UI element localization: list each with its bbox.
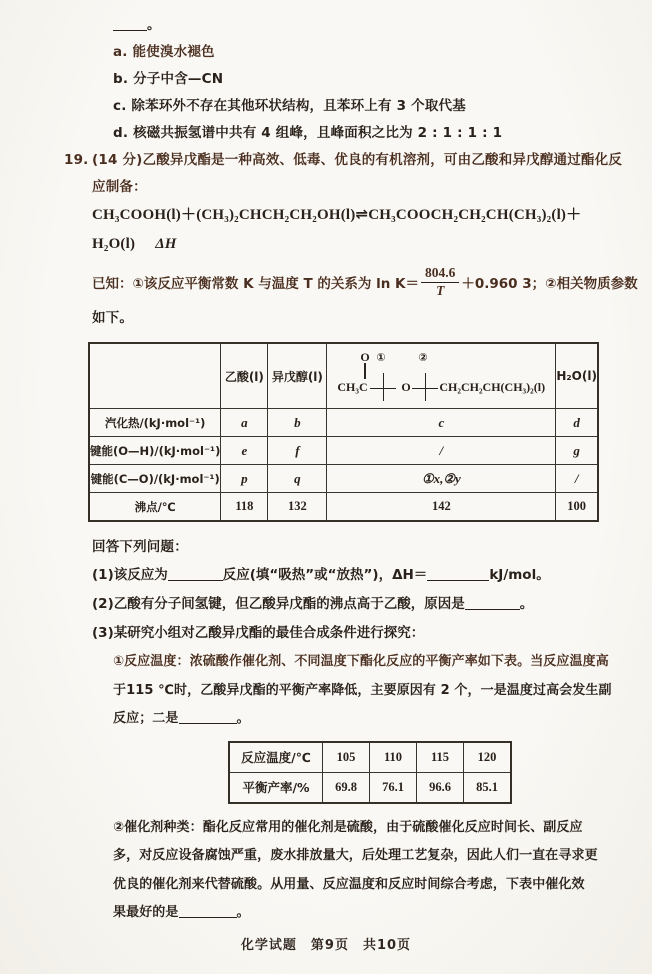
known-prefix: 已知：①该反应平衡常数 K 与温度 T 的关系为 ln K＝ [92,276,419,292]
option-a: a. 能使溴水褪色 [113,44,215,60]
cell-value: 118 [221,493,268,522]
sub3-catalyst-line3: 优良的催化剂来代替硫酸。从用量、反应温度和反应时间综合考虑，下表中催化效 [113,876,585,892]
table-row-vaporization [89,409,598,437]
answer-blank [427,566,489,581]
chemical-equation-line2 [64,230,624,259]
table-header-row [89,343,598,409]
sub3-catalyst-line1: ②催化剂种类：酯化反应常用的催化剂是硫酸，由于硫酸催化反应时间长、副反应 [113,819,583,835]
answer-blank [113,16,147,31]
cell-value: ①x,②y [327,465,556,493]
lnk-fraction [421,265,459,298]
bond-2-line [412,380,438,398]
table-row-co-bond [89,465,598,493]
double-bond-line [364,363,366,379]
q2-text-1: (2)乙酸有分子间氢键，但乙酸异戊酯的沸点高于乙酸，原因是 [92,596,465,612]
sub-question-2 [64,590,624,619]
sub3-catalyst-line4 [64,899,624,928]
cell-value: f [268,437,327,465]
sub3-temperature-line1: ①反应温度：浓硫酸作催化剂、不同温度下酯化反应的平衡产率如下表。当反应温度高 [113,654,609,669]
cell-value: 142 [327,493,556,522]
known-suffix: ＋0.960 3；②相关物质参数 [461,276,638,292]
answer-blank [179,709,237,724]
row-label: 反应温度/℃ [229,742,323,773]
answer-section-intro: 回答下列问题： [92,539,188,555]
substance-properties-table [88,342,599,522]
cell-value: q [268,465,327,493]
table-row-boiling-point [89,493,598,522]
q1-text-1: (1)该反应为 [92,567,168,583]
cell-value: g [556,437,598,465]
cell-value: e [221,437,268,465]
option-d: d. 核磁共振氢谱中共有 4 组峰，且峰面积之比为 2 : 1 : 1 : 1 [113,125,503,141]
option-c: c. 除苯环外不存在其他环状结构，且苯环上有 3 个取代基 [113,98,466,114]
q1-text-2: 反应(填“吸热”或“放热”)，ΔH＝ [222,567,428,583]
cell-value: 69.8 [323,772,370,803]
cell-value: b [268,409,327,437]
row-label: 键能(C—O)/(kJ·mol⁻¹) [89,465,221,493]
answer-blank [179,903,237,918]
header-water: H₂O(l) [556,343,598,409]
table-row-temperature [229,742,511,773]
row-label: 键能(O—H)/(kJ·mol⁻¹) [89,437,221,465]
sub-question-1 [64,561,624,590]
sub3-period: 。 [236,711,250,726]
ester-structure [337,351,545,401]
table-row-oh-bond [89,437,598,465]
header-ester-cell [327,343,556,409]
cell-value: 85.1 [464,772,512,803]
cell-value: 110 [370,742,417,773]
blank-period: 。 [147,17,161,33]
cell-value: 96.6 [417,772,464,803]
page-content [64,12,638,928]
header-isoamyl-alcohol: 异戊醇(l) [268,343,327,409]
delta-h-symbol: ΔH [155,236,177,252]
cell-value: 115 [417,742,464,773]
ester-left-group: CH₃C [337,380,368,394]
cell-value: d [556,409,598,437]
page-footer: 化学试题 第9页 共10页 [240,938,412,953]
cell-value: c [327,409,556,437]
question-19-intro [64,147,624,174]
q2-text-2: 。 [519,596,534,612]
option-b: b. 分子中含—CN [113,71,224,87]
sub3-period: 。 [236,905,250,920]
table-row-yield [229,772,511,803]
fraction-numerator: 804.6 [421,265,459,283]
ester-oxygen: O [401,380,411,394]
ester-right-group: CH₂CH₂CH(CH₃)₂(l) [439,380,546,394]
answer-blank [465,595,520,610]
cell-value: a [221,409,268,437]
sub3-text: 果最好的是 [113,905,179,920]
cell-value: / [556,465,598,493]
fraction-denominator: T [436,283,445,298]
sub3-catalyst-line2: 多，对反应设备腐蚀严重，废水排放量大，后处理工艺复杂，因此人们一直在寻求更 [113,848,598,863]
question-number: 19. [64,152,89,168]
known-conditions-line [64,259,638,305]
cell-value: 100 [556,493,598,522]
question-intro-text: (14 分)乙酸异戊酯是一种高效、低毒、优良的有机溶剂，可由乙酸和异戊醇通过酯化反 [92,152,623,168]
row-label: 平衡产率/% [229,772,323,803]
cell-value: p [221,465,268,493]
cell-value: 105 [323,742,370,773]
row-label: 汽化热/(kJ·mol⁻¹) [89,409,221,437]
sub-question-3: (3)某研究小组对乙酸异戊酯的最佳合成条件进行探究： [92,625,425,641]
bond-2-label: ② [418,351,428,364]
question-19-intro-2: 应制备： [92,179,147,195]
q1-text-3: kJ/mol。 [489,567,550,583]
carbonyl-oxygen: O [360,350,370,364]
row-label: 沸点/℃ [89,493,221,522]
known-conditions-line2: 如下。 [92,310,134,326]
header-acetic-acid: 乙酸(l) [221,343,268,409]
top-blank-line [64,12,624,39]
cell-value: 76.1 [370,772,417,803]
yield-temperature-table [228,741,512,804]
header-empty-cell [89,343,221,409]
answer-blank [168,566,223,581]
sub3-temperature-line3 [64,705,624,734]
chemical-equation-line1: CH₃COOH(l)＋(CH₃)₂CHCH₂CH₂OH(l)⇌CH₃COOCH₂CH₂CH(CH₃)₂(l)＋ [92,207,582,223]
bond-1-label: ① [376,351,386,364]
cell-value: / [327,437,556,465]
cell-value: 120 [464,742,512,773]
water-formula: H₂O(l) [92,236,136,252]
cell-value: 132 [268,493,327,522]
sub3-temperature-line2: 于115 ℃时，乙酸异戊酯的平衡产率降低，主要原因有 2 个，一是温度过高会发生副 [113,682,612,698]
bond-1-line [370,380,396,398]
sub3-text: 反应；二是 [113,711,179,726]
